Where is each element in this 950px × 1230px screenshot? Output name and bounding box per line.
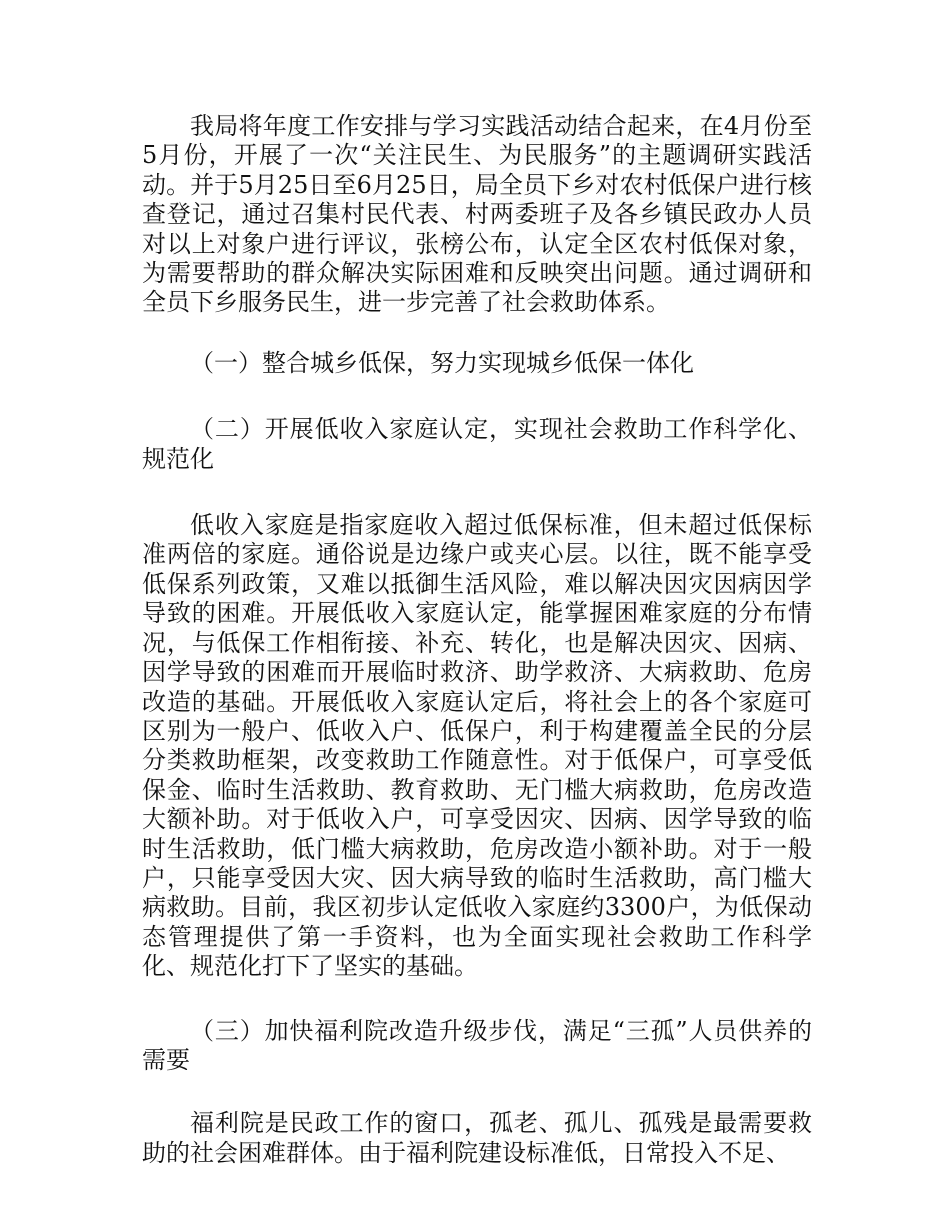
section-heading-3: （三）加快福利院改造升级步伐，满足“三孤”人员供养的需要: [142, 1016, 812, 1074]
paragraph-low-income-families: 低收入家庭是指家庭收入超过低保标准，但未超过低保标准两倍的家庭。通俗说是边缘户或夹心层。以往，既不能享受低保系列政策，又难以抵御生活风险，难以解决因灾因病因学导致的困难。开展低收入家庭认定，能掌握困难家庭的分布情况，与低保工作相衔接、补充、转化，也是解决因灾、因病、因学导致的困难而开展临时救济、助学救济、大病救助、危房改造的基础。开展低收入家庭认定后，将社会上的各个家庭可区别为一般户、低收入户、低保户，利于构建覆盖全民的分层分类救助框架，改变救助工作随意性。对于低保户，可享受低保金、临时生活救助、教育救助、无门槛大病救助，危房改造大额补助。对于低收入户，可享受因灾、因病、因学导致的临时生活救助，低门槛大病救助，危房改造小额补助。对于一般户，只能享受因大灾、因大病导致的临时生活救助，高门槛大病救助。目前，我区初步认定低收入家庭约3300户，为低保动态管理提供了第一手资料，也为全面实现社会救助工作科学化、规范化打下了坚实的基础。: [142, 511, 812, 981]
section-heading-2: （二）开展低收入家庭认定，实现社会救助工作科学化、规范化: [142, 415, 812, 473]
paragraph-welfare-home: 福利院是民政工作的窗口，孤老、孤儿、孤残是最需要救助的社会困难群体。由于福利院建设标准低，日常投入不足、: [142, 1109, 812, 1167]
section-heading-1: （一）整合城乡低保，努力实现城乡低保一体化: [190, 348, 694, 377]
document-body: [142, 112, 812, 1168]
paragraph-survey-activity: 我局将年度工作安排与学习实践活动结合起来，在4月份至5月份，开展了一次“关注民生、为民服务”的主题调研实践活动。并于5月25日至6月25日，局全员下乡对农村低保户进行核查登记，通过召集村民代表、村两委班子及各乡镇民政办人员对以上对象户进行评议，张榜公布，认定全区农村低保对象，为需要帮助的群众解决实际困难和反映突出问题。通过调研和全员下乡服务民生，进一步完善了社会救助体系。: [142, 112, 812, 317]
